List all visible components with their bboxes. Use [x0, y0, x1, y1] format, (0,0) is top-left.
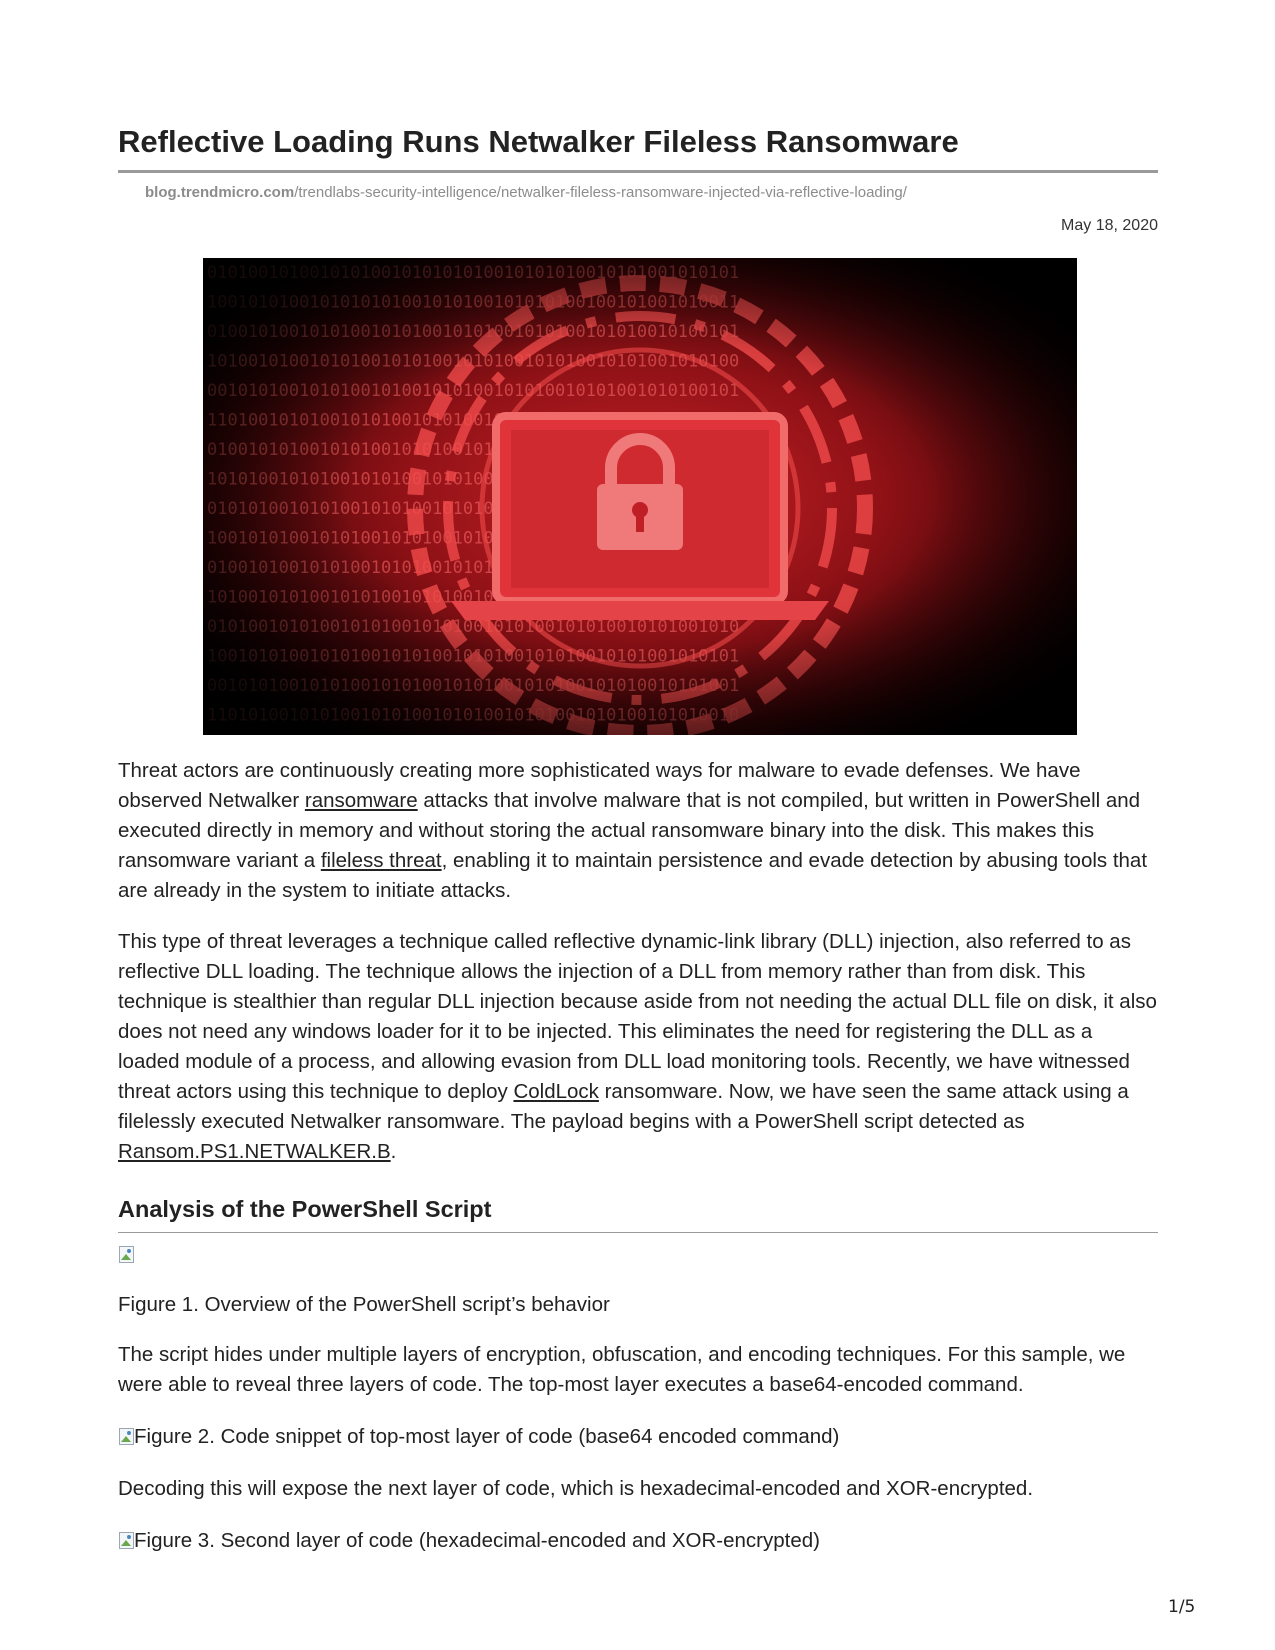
intro-paragraph	[118, 756, 1158, 906]
ransomware-link[interactable]: ransomware	[304, 789, 418, 812]
text-span: .	[390, 1140, 397, 1163]
figure1-image	[118, 1245, 134, 1266]
figure2-caption: Figure 2. Code snippet of top-most layer of code (base64 encoded command)	[134, 1425, 840, 1448]
source-path[interactable]: /trendlabs-security-intelligence/netwalker-fileless-ransomware-injected-via-reflective-loading/	[294, 184, 907, 201]
publish-date: May 18, 2020	[1061, 217, 1158, 234]
text-span: This type of threat leverages a technique called reflective dynamic-link library (DLL) injection, also referred to as reflective DLL loading. The technique allows the injection of a DLL from memory rather than from disk. This technique is stealthier than regular DLL injection because aside from not needing the actual DLL file on disk, it also does not need any windows loader for it to be injected. This eliminates the need for registering the DLL as a loaded module of a process, and allowing evasion from DLL load monitoring tools. Recently, we have witnessed threat actors using this technique to deploy	[118, 930, 1157, 1103]
figure3	[118, 1526, 820, 1556]
broken-image-icon	[118, 1245, 134, 1263]
text-span: , enabling it to maintain persistence and evade detection by abusing tools that are already in the system to initiate attacks.	[118, 849, 1148, 902]
layers-paragraph: The script hides under multiple layers of encryption, obfuscation, and encoding techniques. For this sample, we were able to reveal three layers of code. The top-most layer executes a base64-encoded command.	[118, 1343, 1126, 1396]
source-url[interactable]	[145, 184, 907, 201]
text-span: attacks that involve malware that is not compiled, but written in PowerShell and executed directly in memory and without storing the actual ransomware binary into the disk. This makes this ransomware variant a	[118, 789, 1141, 872]
figure3-caption: Figure 3. Second layer of code (hexadecimal-encoded and XOR-encrypted)	[134, 1529, 820, 1552]
fileless-threat-link[interactable]: fileless threat	[320, 849, 442, 872]
title-divider	[118, 170, 1158, 173]
figure2	[118, 1422, 839, 1452]
page-title: Reflective Loading Runs Netwalker Fileless Ransomware	[118, 124, 959, 159]
ransom-ps1-netwalker-link[interactable]: Ransom.PS1.NETWALKER.B	[118, 1140, 391, 1163]
technique-paragraph	[118, 927, 1158, 1167]
decoding-paragraph: Decoding this will expose the next layer of code, which is hexadecimal-encoded and XOR-encrypted.	[118, 1477, 1034, 1500]
ransomware-lock-illustration	[203, 258, 1077, 735]
coldlock-link[interactable]: ColdLock	[513, 1080, 599, 1103]
broken-image-icon	[118, 1531, 134, 1549]
page-number: 1/5	[1168, 1597, 1196, 1617]
section-heading: Analysis of the PowerShell Script	[118, 1196, 492, 1222]
text-span: ransomware. Now, we have seen the same attack using a filelessly executed Netwalker ransomware. The payload begins with a PowerShell script detected as	[118, 1080, 1129, 1133]
text-span: Threat actors are continuously creating more sophisticated ways for malware to evade defenses. We have observed Netwalker	[118, 759, 1081, 812]
broken-image-icon	[118, 1427, 134, 1445]
figure1-caption: Figure 1. Overview of the PowerShell script’s behavior	[118, 1293, 610, 1316]
section-divider	[118, 1232, 1158, 1233]
source-domain[interactable]: blog.trendmicro.com	[145, 184, 295, 201]
hero-image	[203, 258, 1077, 735]
